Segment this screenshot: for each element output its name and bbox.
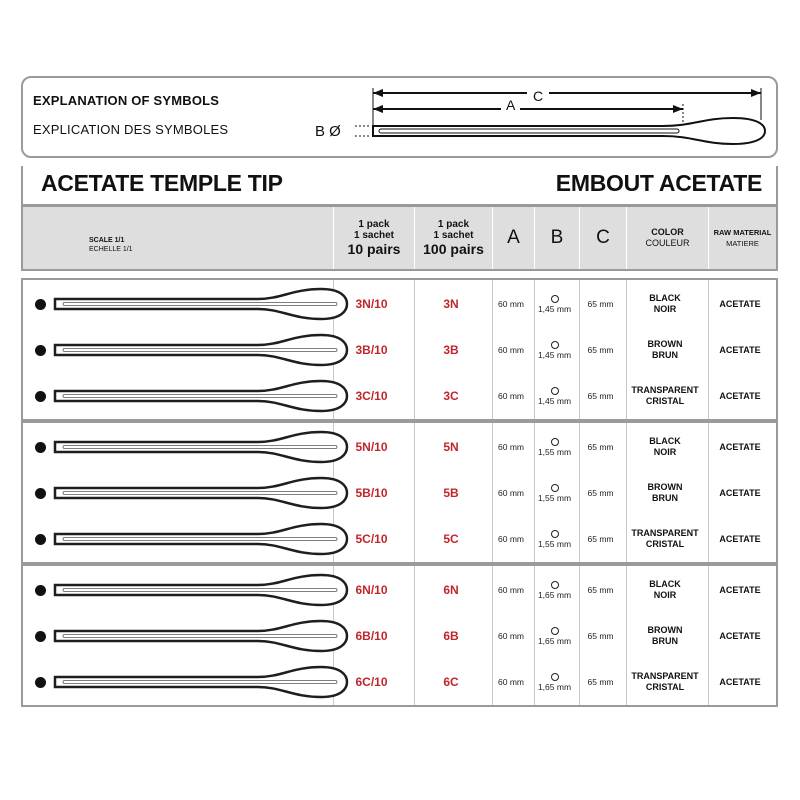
header-c-label: C — [596, 227, 610, 248]
color-en: TRANSPARENT — [631, 385, 699, 395]
code-10-pairs: 6N/10 — [355, 583, 388, 597]
diameter-circle-icon — [551, 295, 559, 303]
code-100-pairs: 6B — [443, 629, 459, 643]
table-row — [23, 659, 776, 705]
raw-material: ACETATE — [719, 585, 761, 595]
temple-tip-core — [63, 538, 337, 541]
pack10-line2: 1 sachet — [353, 229, 395, 241]
dimension-a: 60 mm — [498, 631, 524, 641]
table-row — [23, 424, 776, 470]
pack100-line3: 100 pairs — [423, 240, 484, 257]
pack10-line1: 1 pack — [358, 218, 390, 230]
raw-material: ACETATE — [719, 442, 761, 452]
cell-c — [577, 373, 624, 419]
bullet-icon — [35, 391, 46, 402]
cell-a — [490, 567, 532, 613]
temple-tip-core — [63, 349, 337, 352]
cell-code-100 — [412, 373, 490, 419]
header-a-label: A — [507, 227, 520, 248]
color-en: BROWN — [647, 339, 683, 349]
code-10-pairs: 3C/10 — [355, 389, 388, 403]
dimension-a: 60 mm — [498, 442, 524, 452]
label-b-diameter: B Ø — [315, 123, 341, 140]
dimension-c: 65 mm — [587, 585, 614, 595]
color-fr: CRISTAL — [645, 396, 685, 406]
dimension-c: 65 mm — [587, 488, 614, 498]
temple-tip-image — [53, 573, 349, 607]
color-fr: NOIR — [653, 304, 677, 314]
cell-material — [706, 613, 774, 659]
cell-code-100 — [412, 424, 490, 470]
dimension-c: 65 mm — [587, 534, 614, 544]
diameter-circle-icon — [551, 387, 559, 395]
code-10-pairs: 5B/10 — [355, 486, 388, 500]
cell-b — [532, 567, 577, 613]
scale-en: SCALE 1/1 — [89, 237, 125, 244]
dimension-b: 1,55 mm — [537, 446, 572, 457]
cell-color — [624, 659, 706, 705]
dimension-b: 1,65 mm — [537, 681, 572, 692]
dimension-c: 65 mm — [587, 631, 614, 641]
cell-a — [490, 373, 532, 419]
cell-b — [532, 373, 577, 419]
dimension-b: 1,55 mm — [537, 492, 572, 503]
temple-tip-core — [63, 589, 337, 592]
cell-code-100 — [412, 613, 490, 659]
code-10-pairs: 6B/10 — [355, 629, 388, 643]
code-10-pairs: 6C/10 — [355, 675, 388, 689]
dimension-c: 65 mm — [587, 677, 614, 687]
dimension-a: 60 mm — [498, 299, 524, 309]
diameter-circle-icon — [551, 581, 559, 589]
temple-tip-image — [53, 379, 349, 413]
cell-c — [577, 424, 624, 470]
label-c: C — [527, 88, 549, 104]
cell-material — [706, 327, 774, 373]
table-row — [23, 567, 776, 613]
dimension-a: 60 mm — [498, 345, 524, 355]
diameter-circle-icon — [551, 627, 559, 635]
bullet-icon — [35, 534, 46, 545]
cell-material — [706, 281, 774, 327]
raw-material: ACETATE — [719, 345, 761, 355]
dimension-a: 60 mm — [498, 677, 524, 687]
cell-material — [706, 373, 774, 419]
code-100-pairs: 3N — [443, 297, 459, 311]
header-a — [492, 207, 534, 269]
dimension-b: 1,65 mm — [537, 589, 572, 600]
cell-color — [624, 470, 706, 516]
color-fr: NOIR — [653, 590, 677, 600]
dimension-b: 1,45 mm — [537, 349, 572, 360]
cell-a — [490, 281, 532, 327]
code-100-pairs: 3C — [443, 389, 459, 403]
color-fr: CRISTAL — [645, 539, 685, 549]
cell-b — [532, 613, 577, 659]
cell-material — [706, 659, 774, 705]
diameter-circle-icon — [551, 341, 559, 349]
dimension-a: 60 mm — [498, 488, 524, 498]
dimension-b: 1,65 mm — [537, 635, 572, 646]
temple-tip-image — [53, 430, 349, 464]
raw-material: ACETATE — [719, 299, 761, 309]
dimension-b: 1,45 mm — [537, 395, 572, 406]
color-en: BLACK — [649, 436, 681, 446]
cell-code-10 — [331, 327, 412, 373]
header-pack-100 — [414, 207, 492, 269]
color-fr: COULEUR — [645, 238, 690, 248]
symbols-legend-box — [21, 76, 778, 158]
cell-code-10 — [331, 373, 412, 419]
dimension-b: 1,45 mm — [537, 303, 572, 314]
cell-c — [577, 470, 624, 516]
cell-c — [577, 327, 624, 373]
table-header — [21, 205, 778, 271]
color-fr: CRISTAL — [645, 682, 685, 692]
table-row — [23, 613, 776, 659]
color-fr: BRUN — [652, 493, 678, 503]
bullet-icon — [35, 299, 46, 310]
color-en: TRANSPARENT — [631, 528, 699, 538]
cell-color — [624, 424, 706, 470]
dimension-a: 60 mm — [498, 391, 524, 401]
raw-en: RAW MATERIAL — [713, 228, 772, 237]
temple-tip-core — [63, 446, 337, 449]
cell-b — [532, 424, 577, 470]
temple-tip-core — [63, 635, 337, 638]
color-fr: NOIR — [653, 447, 677, 457]
header-b — [534, 207, 579, 269]
raw-material: ACETATE — [719, 677, 761, 687]
code-10-pairs: 3N/10 — [355, 297, 388, 311]
header-raw-material — [708, 207, 776, 269]
title-fr: EMBOUT ACETATE — [555, 170, 762, 196]
dimension-a: 60 mm — [498, 534, 524, 544]
color-en: BLACK — [649, 579, 681, 589]
header-scale — [23, 207, 333, 269]
header-b-label: B — [550, 227, 564, 248]
scale-fr: ECHELLE 1/1 — [89, 246, 133, 253]
header-color — [626, 207, 708, 269]
color-fr: BRUN — [652, 636, 678, 646]
diameter-circle-icon — [551, 673, 559, 681]
raw-material: ACETATE — [719, 391, 761, 401]
code-100-pairs: 5N — [443, 440, 459, 454]
bullet-icon — [35, 585, 46, 596]
cell-material — [706, 424, 774, 470]
cell-material — [706, 516, 774, 562]
pack100-line1: 1 pack — [437, 218, 470, 230]
pack100-line2: 1 sachet — [433, 229, 474, 241]
temple-tip-image — [53, 619, 349, 653]
temple-tip-image — [53, 287, 349, 321]
cell-code-10 — [331, 424, 412, 470]
code-100-pairs: 3B — [443, 343, 459, 357]
bullet-icon — [35, 631, 46, 642]
cell-code-100 — [412, 516, 490, 562]
cell-code-10 — [331, 567, 412, 613]
cell-c — [577, 567, 624, 613]
code-10-pairs: 5C/10 — [355, 532, 388, 546]
cell-code-10 — [331, 613, 412, 659]
cell-b — [532, 327, 577, 373]
bullet-icon — [35, 488, 46, 499]
dimension-b: 1,55 mm — [537, 538, 572, 549]
cell-color — [624, 613, 706, 659]
cell-a — [490, 424, 532, 470]
bullet-icon — [35, 442, 46, 453]
cell-code-100 — [412, 567, 490, 613]
cell-a — [490, 470, 532, 516]
cell-color — [624, 567, 706, 613]
cell-code-10 — [331, 516, 412, 562]
temple-tip-image — [53, 476, 349, 510]
pack10-line3: 10 pairs — [347, 240, 401, 257]
diameter-circle-icon — [551, 438, 559, 446]
raw-material: ACETATE — [719, 534, 761, 544]
cell-a — [490, 659, 532, 705]
dimension-c: 65 mm — [587, 442, 614, 452]
temple-tip-core — [63, 681, 337, 684]
temple-tip-image — [53, 665, 349, 699]
bullet-icon — [35, 345, 46, 356]
cell-color — [624, 327, 706, 373]
cell-color — [624, 281, 706, 327]
dimension-c: 65 mm — [587, 345, 614, 355]
temple-tip-image — [53, 522, 349, 556]
cell-c — [577, 281, 624, 327]
cell-c — [577, 516, 624, 562]
cell-b — [532, 516, 577, 562]
table-row — [23, 373, 776, 419]
color-fr: BRUN — [652, 350, 678, 360]
table-row — [23, 327, 776, 373]
dimension-c: 65 mm — [587, 299, 614, 309]
bullet-icon — [35, 677, 46, 688]
temple-tip-core — [63, 492, 337, 495]
cell-code-10 — [331, 281, 412, 327]
cell-material — [706, 470, 774, 516]
label-a: A — [501, 97, 520, 113]
raw-fr: MATIERE — [726, 239, 759, 248]
code-10-pairs: 5N/10 — [355, 440, 388, 454]
code-100-pairs: 6C — [443, 675, 459, 689]
color-en: TRANSPARENT — [631, 671, 699, 681]
title-bar — [21, 166, 778, 206]
temple-tip-image — [53, 333, 349, 367]
cell-c — [577, 613, 624, 659]
cell-code-100 — [412, 281, 490, 327]
diameter-circle-icon — [551, 530, 559, 538]
cell-code-100 — [412, 659, 490, 705]
cell-code-10 — [331, 659, 412, 705]
cell-a — [490, 327, 532, 373]
dimension-c: 65 mm — [587, 391, 614, 401]
color-en: BLACK — [649, 293, 681, 303]
table-row — [23, 470, 776, 516]
header-c — [579, 207, 626, 269]
code-100-pairs: 5C — [443, 532, 459, 546]
symbols-title-en: EXPLANATION OF SYMBOLS — [33, 93, 220, 108]
cell-material — [706, 567, 774, 613]
title-en: ACETATE TEMPLE TIP — [41, 170, 283, 196]
code-10-pairs: 3B/10 — [355, 343, 388, 357]
cell-code-10 — [331, 470, 412, 516]
symbols-title-fr: EXPLICATION DES SYMBOLES — [33, 122, 229, 137]
diameter-circle-icon — [551, 484, 559, 492]
color-en: BROWN — [647, 625, 683, 635]
code-100-pairs: 5B — [443, 486, 459, 500]
raw-material: ACETATE — [719, 488, 761, 498]
code-100-pairs: 6N — [443, 583, 459, 597]
dimension-a: 60 mm — [498, 585, 524, 595]
table-row — [23, 281, 776, 327]
color-en: BROWN — [647, 482, 683, 492]
cell-a — [490, 516, 532, 562]
cell-color — [624, 516, 706, 562]
header-pack-10 — [333, 207, 414, 269]
temple-tip-core — [63, 303, 337, 306]
color-en: COLOR — [651, 227, 684, 237]
cell-code-100 — [412, 470, 490, 516]
raw-material: ACETATE — [719, 631, 761, 641]
table-row — [23, 516, 776, 562]
cell-a — [490, 613, 532, 659]
cell-b — [532, 659, 577, 705]
cell-code-100 — [412, 327, 490, 373]
cell-b — [532, 470, 577, 516]
temple-tip-core — [63, 395, 337, 398]
cell-b — [532, 281, 577, 327]
cell-color — [624, 373, 706, 419]
cell-c — [577, 659, 624, 705]
